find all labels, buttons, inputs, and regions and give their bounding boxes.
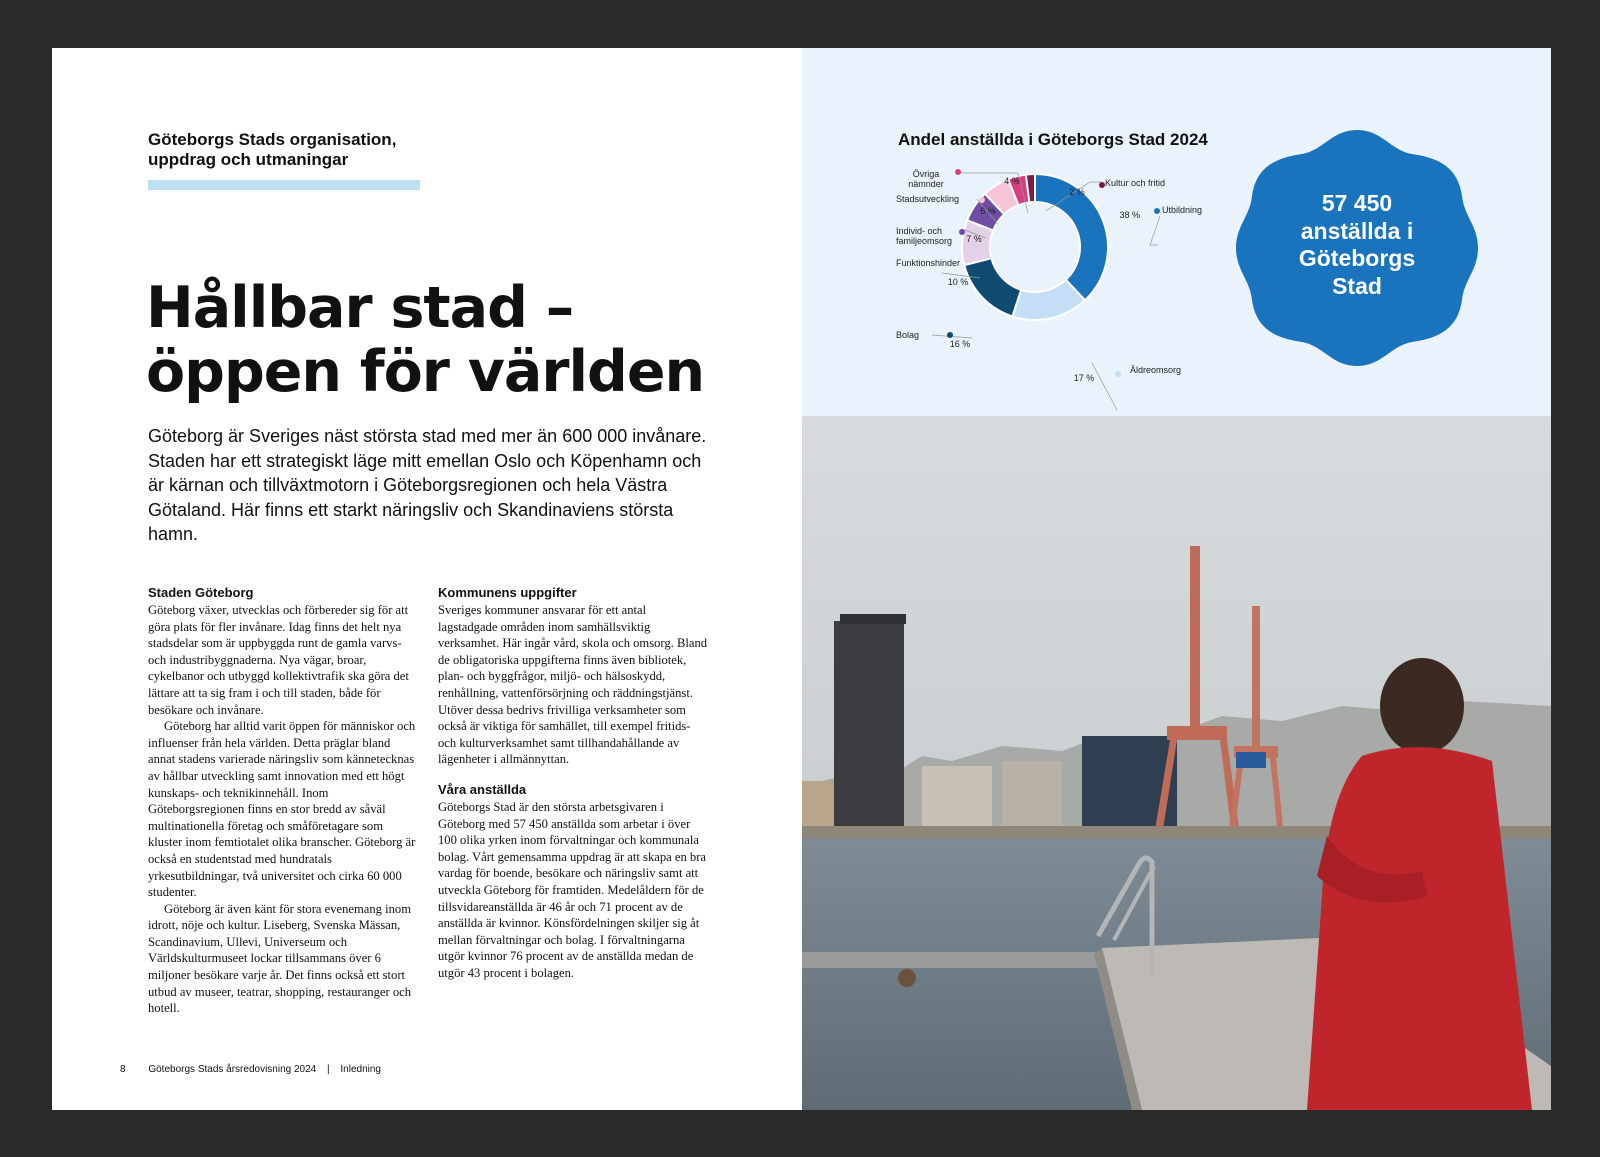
legend-label-funktionshinder: Funktionshinder (896, 258, 961, 268)
donut-slice-2 (964, 258, 1021, 316)
harbor-photo (802, 416, 1551, 1110)
tower-building (834, 621, 904, 826)
building (1002, 761, 1062, 836)
paragraph: Sveriges kommuner ansvarar för ett antal lagstadgade områden inom samhällsviktig verksamhet. Här ingår vård, skola och omsorg. Bland de obligatoriska uppgifterna finns även bibliotek, plan- och byggfrågor, miljö- och hälsoskydd, renhållning, vattenförsörjning och räddningstjänst. Utöver dessa bedrivs frivilliga verksamheter som också är viktiga för samhället, till exempel fritids- och kulturverksamhet samt tillhandahållande av lägenheter i allmännyttan. (438, 603, 708, 767)
footer-section: Inledning (340, 1064, 381, 1075)
legend-dot-4 (959, 229, 965, 235)
value-label-aldreomsorg: 17 % (1073, 373, 1095, 383)
value-label-utbildning: 38 % (1119, 210, 1140, 220)
legend-dot-1 (1115, 371, 1121, 377)
legend-dot-2 (947, 332, 953, 338)
value-label-individ: 7 % (966, 234, 982, 244)
badge-line-4: Stad (1332, 272, 1382, 299)
leader-line (1092, 363, 1117, 410)
section-heading-uppgifter: Kommunens uppgifter (438, 585, 577, 600)
title-line-2: öppen för världen (146, 339, 705, 405)
kicker-heading: Göteborgs Stads organisation, uppdrag och utmaningar (148, 130, 397, 169)
legend-label-individ-1: Individ- och (896, 226, 943, 236)
value-label-ovriga: 4 % (1004, 176, 1020, 186)
title-line-1: Hållbar stad – (146, 275, 574, 341)
kicker-underline (148, 180, 420, 190)
lead-paragraph: Göteborg är Sveriges näst största stad med mer än 600 000 invånare. Staden har ett strategiskt läge mitt emellan Oslo och Köpenhamn och är kärnan och tillväxtmotorn i Göteborgsregionen och hela Västra Götaland. Här finns ett starkt näringsliv och Skandinaviens största hamn. (148, 426, 707, 544)
leader-line (1150, 216, 1160, 245)
left-page (52, 48, 802, 1110)
tower-top (840, 614, 906, 624)
legend-label-aldreomsorg: Äldreomsorg (1130, 365, 1182, 375)
badge-line-2: anställda i (1300, 217, 1414, 244)
legend-label-ovriga-2: nämnder (908, 179, 944, 189)
section-heading-staden: Staden Göteborg (148, 585, 254, 600)
legend-dot-5 (979, 197, 985, 203)
legend-label-individ-2: familjeomsorg (896, 236, 953, 246)
section-heading-anstallda: Våra anställda (438, 781, 527, 797)
legend-dot-6 (955, 169, 961, 175)
badge-text (1236, 190, 1478, 300)
legend-label-kultur: Kultur och fritid (1105, 178, 1166, 188)
paragraph: Göteborg är även känt för stora evenemang inom idrott, nöje och kultur. Liseberg, Svenska Mässan, Scandinavium, Ullevi, Universeum och Världskulturmuseet lockar tillsammans över 6 miljoner besökare varje år. Det finns också ett stort utbud av museer, teatrar, shopping, restauranger och hotell. (148, 901, 412, 1016)
pool-edge (802, 952, 1102, 968)
right-page (802, 48, 1551, 1110)
person-head (1380, 658, 1464, 754)
legend-label-bolag: Bolag (896, 330, 920, 340)
legend-dot-0 (1154, 208, 1160, 214)
chart-title: Andel anställda i Göteborgs Stad 2024 (898, 130, 1208, 149)
page-number: 8 (120, 1064, 126, 1075)
footer-separator: | (327, 1064, 330, 1075)
legend-label-ovriga-1: Övriga (912, 169, 940, 179)
text-column-2 (438, 585, 708, 981)
value-label-kultur: 2 % (1069, 187, 1085, 197)
swimmer-head (898, 969, 916, 987)
paragraph: Göteborgs Stad är den största arbetsgivaren i Göteborg med 57 450 anställda som arbetar i över 100 olika yrken inom förvaltningar och kommunala bolag. Vårt gemensamma uppdrag är att skapa en bra vardag för boende, besökare och näringsliv samt att utveckla Göteborg för framtiden. Medelåldern för de tillsvidareanställda är 46 år och 71 procent av de anställda är kvinnor. Könsfördelningen skiljer sig åt mellan förvaltningar och bolag. I förvaltningarna utgör kvinnor 76 procent av de anställda medan de utgör 43 procent i bolagen. (438, 799, 706, 980)
value-label-funktionshinder: 10 % (947, 277, 969, 287)
paragraph: Göteborg har alltid varit öppen för människor och influenser från hela världen. Detta präglar bland annat stadens varierade näringsliv som kännetecknas av hållbar utveckling samt innovation med ett högt kunskaps- och teknikinnehåll. Inom Göteborgsregionen finns en stor bredd av såväl multinationella företag och småföretagare som kluster inom femtiotalet olika branscher. Göteborg är också en studentstad med hundratals yrkesutbildningar, två universitet och cirka 60 000 studenter. (148, 719, 416, 900)
page-title (146, 276, 786, 404)
badge-line-3: Göteborgs (1298, 245, 1416, 271)
legend-label-stadsutveckling: Stadsutveckling (896, 194, 960, 204)
footer-publication: Göteborgs Stads årsredovisning 2024 (148, 1064, 317, 1075)
page-footer (120, 1064, 381, 1075)
legend-label-utbildning: Utbildning (1162, 205, 1203, 215)
building (922, 766, 992, 836)
harbor-photo-illustration (802, 416, 1551, 1110)
badge-number: 57 450 (1321, 190, 1393, 216)
value-label-bolag: 16 % (949, 339, 971, 349)
container (1236, 752, 1266, 768)
paragraph: Göteborg växer, utvecklas och förbereder sig för att göra plats för fler invånare. Idag finns det helt nya stadsdelar som är uppbyggda runt de gamla varvs- och industribyggnaderna. Nya vägar, broar, cykelbanor och utbyggd kollektivtrafik ska göra det lättare att ta sig fram i och till staden, både för besökare och invånare. (148, 603, 409, 717)
value-label-stadsutveckling: 6 % (980, 206, 996, 216)
text-column-1 (148, 585, 418, 1017)
